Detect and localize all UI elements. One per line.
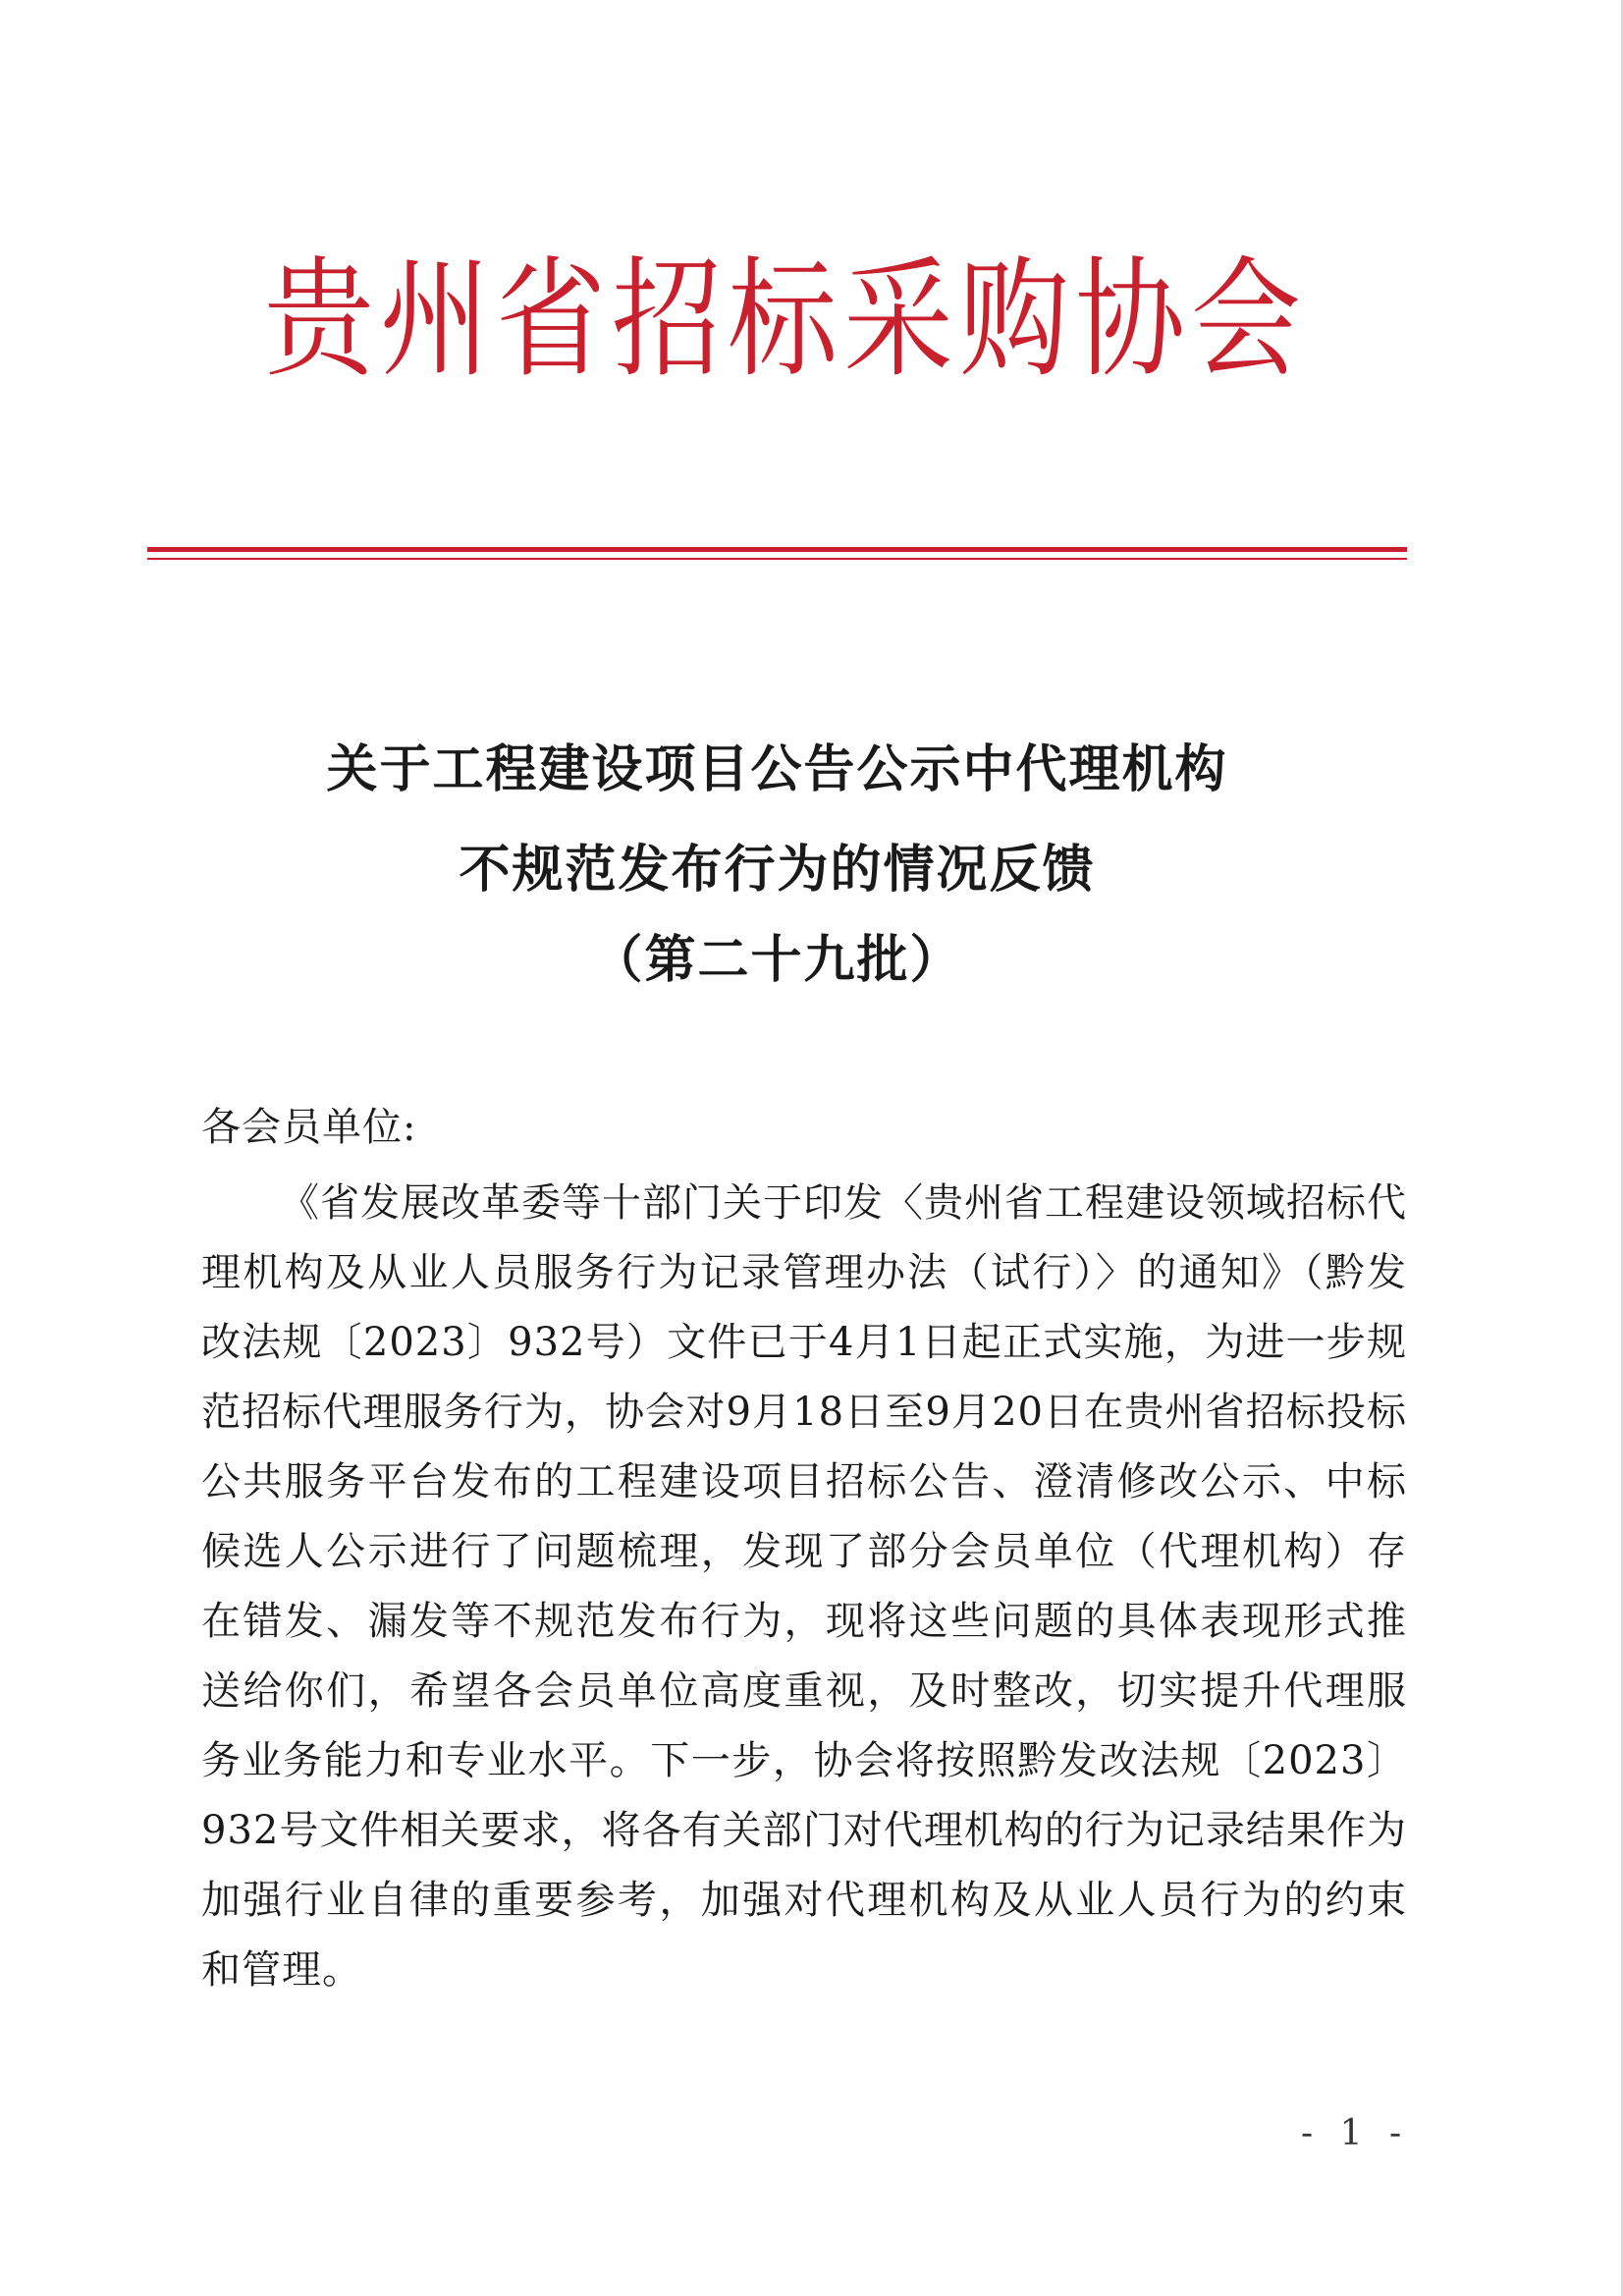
page-number: - 1 - — [1301, 2113, 1410, 2154]
salutation: 各会员单位: — [201, 1105, 417, 1150]
document-title-line-3: （第二十九批） — [591, 930, 963, 990]
document-title-line-2: 不规范发布行为的情况反馈 — [459, 840, 1096, 900]
letterhead-org-name: 贵州省招标采购协会 — [264, 245, 1307, 396]
body-paragraph: 《省发展改革委等十部门关于印发〈贵州省工程建设领域招标代理机构及从业人员服务行为记录管理办法（试行）〉的通知》（黔发改法规〔2023〕932号）文件已于4月1日起正式实施，为进一步规范招标代理服务行为，协会对9月18日至9月20日在贵州省招标投标公共服务平台发布的工程建设项目招标公告、澄清修改公示、中标候选人公示进行了问题梳理，发现了部分会员单位（代理机构）存在错发、漏发等不规范发布行为，现将这些问题的具体表现形式推送给你们，希望各会员单位高度重视，及时整改，切实提升代理服务业务能力和专业水平。下一步，协会将按照黔发改法规〔2023〕932号文件相关要求，将各有关部门对代理机构的行为记录结果作为加强行业自律的重要参考，加强对代理机构及从业人员行为的约束和管理。 — [201, 1180, 1407, 1993]
letterhead-red-rule-thin — [147, 558, 1407, 560]
letterhead-red-rule-thick — [147, 547, 1407, 552]
document-title-line-1: 关于工程建设项目公告公示中代理机构 — [326, 739, 1228, 799]
